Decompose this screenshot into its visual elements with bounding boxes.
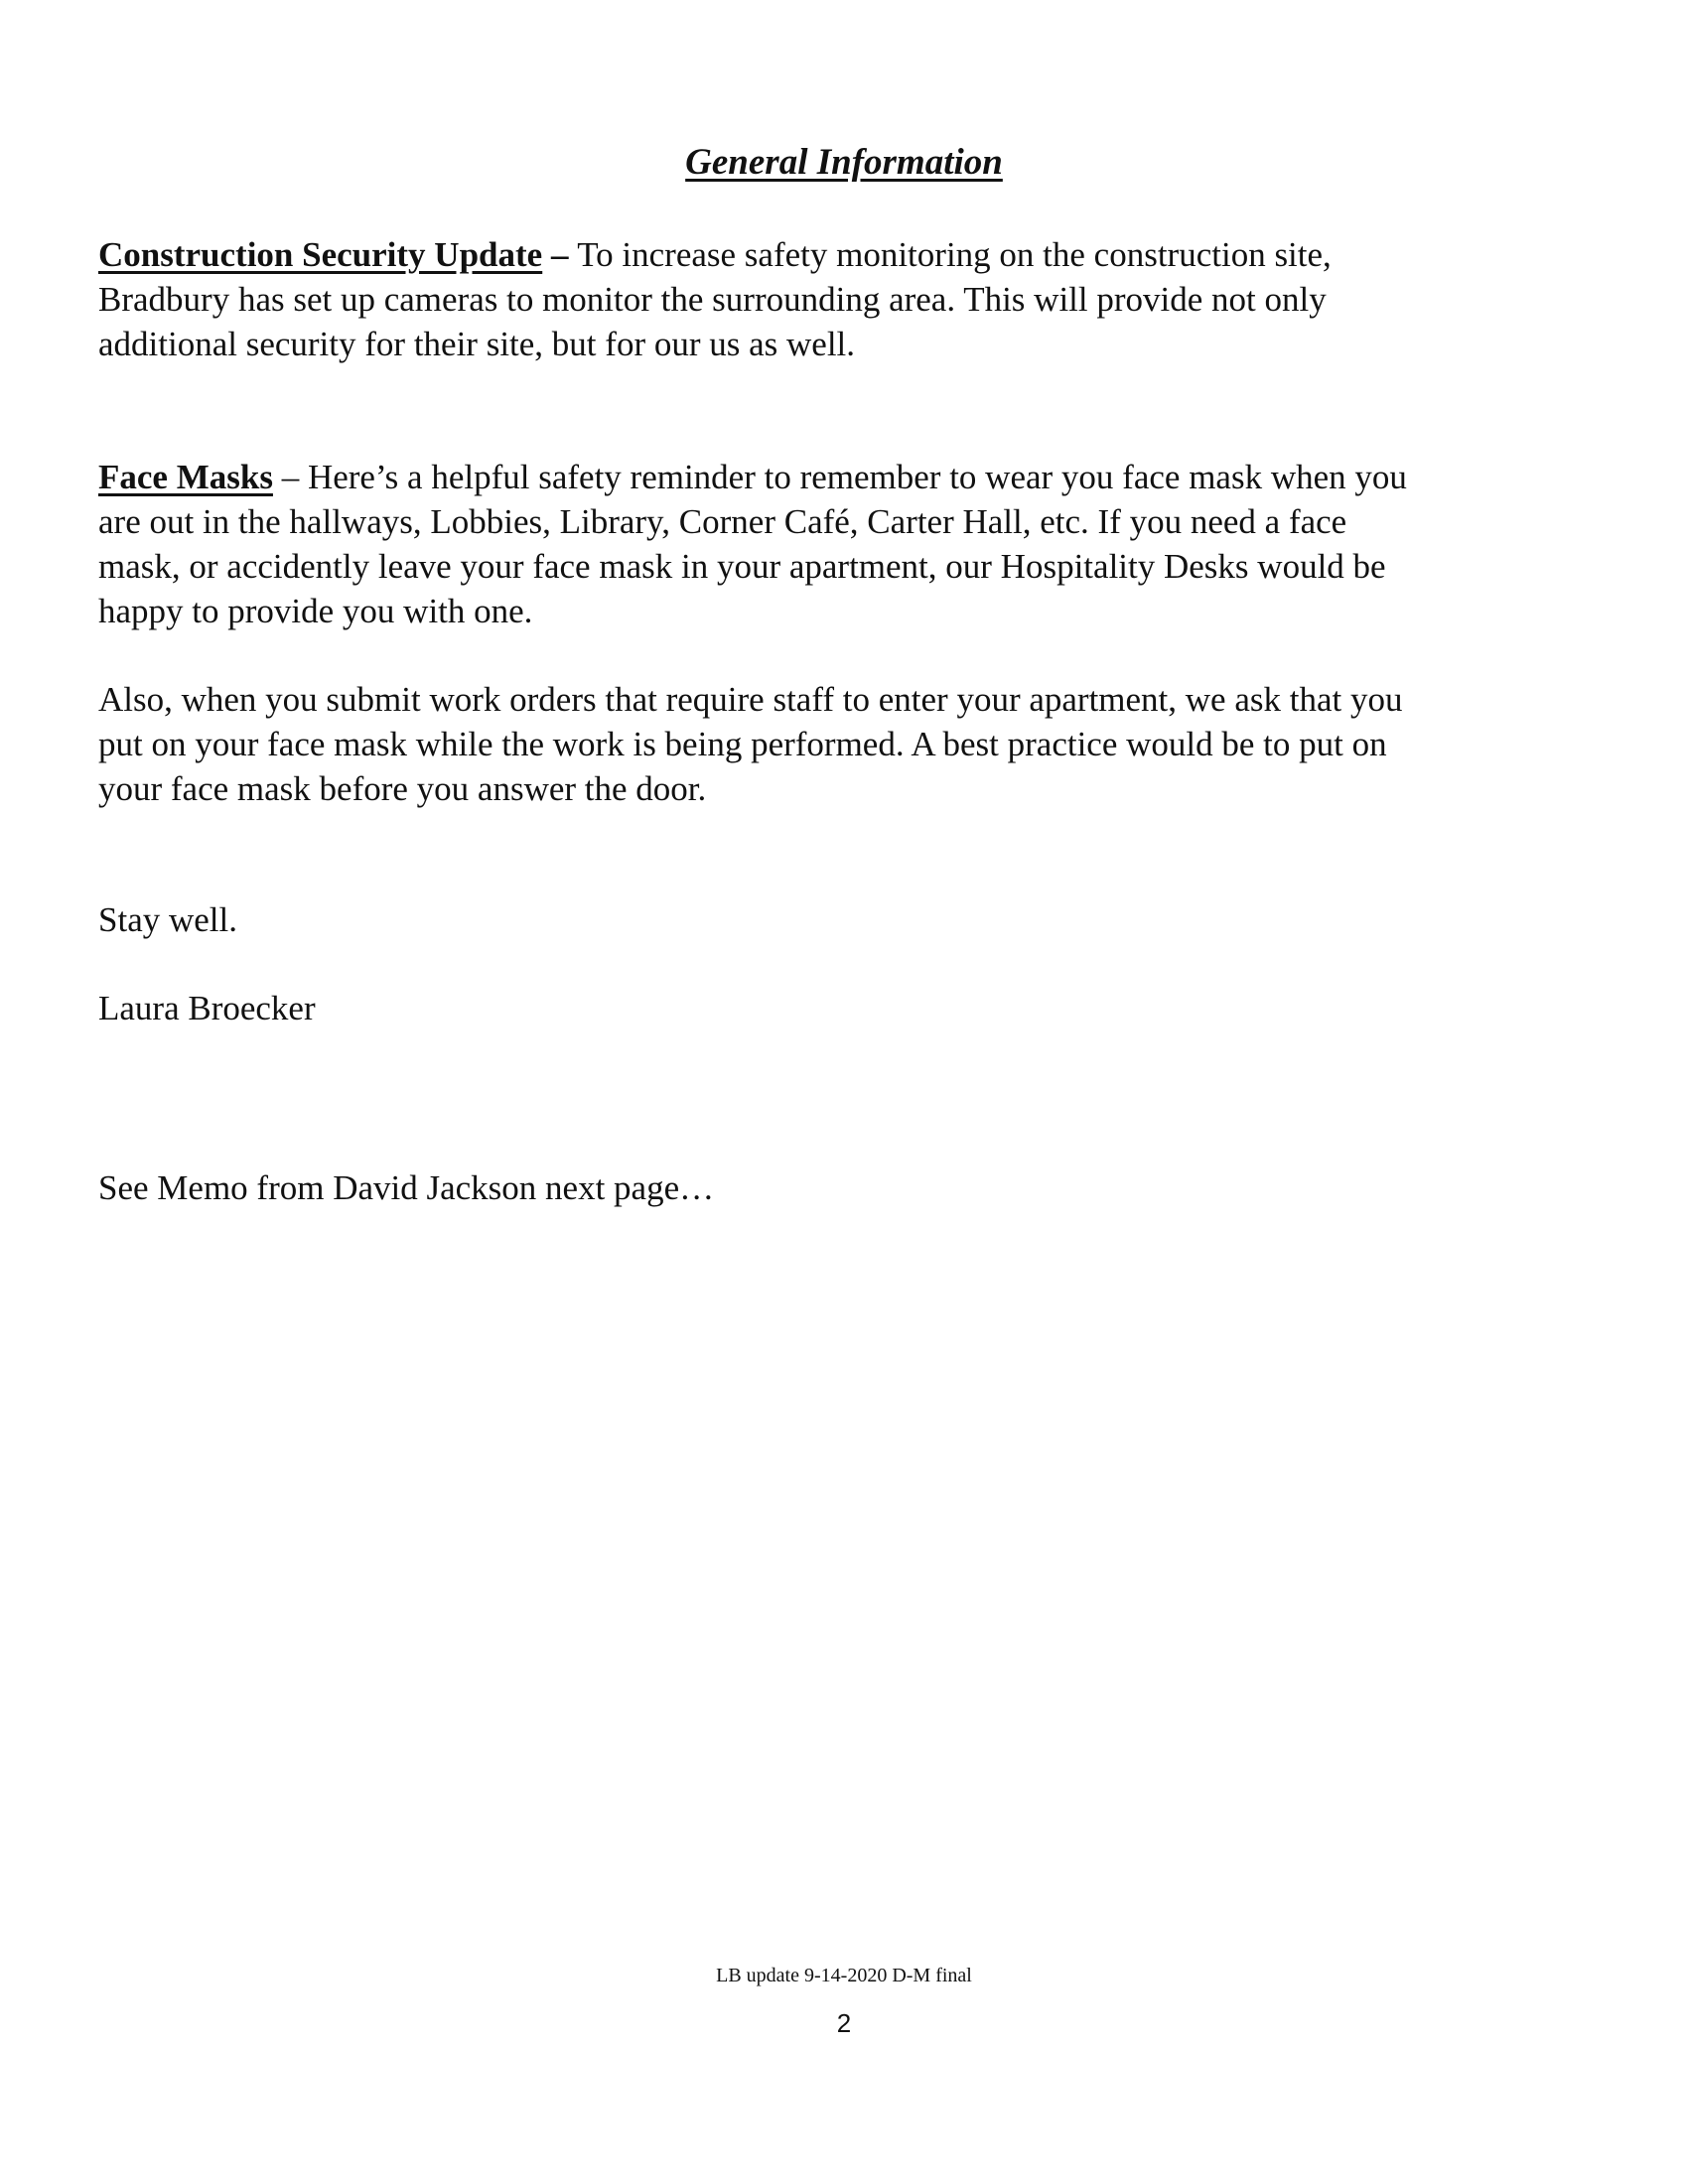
- face-masks-line-3: mask, or accidently leave your face mask in your apartment, our Hospitality Desks would be: [98, 547, 1386, 586]
- work-orders-line-1: Also, when you submit work orders that require staff to enter your apartment, we ask that you: [98, 680, 1403, 719]
- work-orders-paragraph: [98, 677, 1588, 811]
- face-masks-text-1: Here’s a helpful safety reminder to remember to wear you face mask when you: [307, 458, 1407, 496]
- work-orders-line-3: your face mask before you answer the door.: [98, 769, 707, 808]
- work-orders-line-2: put on your face mask while the work is being performed. A best practice would be to put on: [98, 725, 1387, 763]
- face-masks-line-4: happy to provide you with one.: [98, 592, 533, 630]
- page-title: General Information: [685, 142, 1003, 183]
- face-masks-separator: –: [272, 458, 308, 496]
- construction-security-separator: –: [542, 235, 578, 274]
- closing-text: Stay well.: [98, 900, 237, 939]
- construction-security-text-1: To increase safety monitoring on the construction site,: [577, 235, 1332, 274]
- face-masks-heading: Face Masks: [98, 458, 273, 496]
- construction-security-line-1: [98, 232, 1588, 277]
- footer-text: LB update 9-14-2020 D-M final: [716, 1965, 972, 1986]
- page-number: 2: [836, 2008, 852, 2038]
- face-masks-line-1: [98, 455, 1588, 499]
- face-masks-paragraph: [98, 455, 1588, 633]
- construction-security-line-2: Bradbury has set up cameras to monitor the surrounding area. This will provide not only: [98, 280, 1327, 319]
- construction-security-heading: Construction Security Update: [98, 235, 543, 274]
- construction-security-line-3: additional security for their site, but for our us as well.: [98, 325, 856, 363]
- signature-name: Laura Broecker: [98, 989, 316, 1027]
- face-masks-line-2: are out in the hallways, Lobbies, Library, Corner Café, Carter Hall, etc. If you need a face: [98, 502, 1347, 541]
- construction-security-paragraph: [98, 232, 1588, 366]
- memo-note: See Memo from David Jackson next page…: [98, 1168, 715, 1207]
